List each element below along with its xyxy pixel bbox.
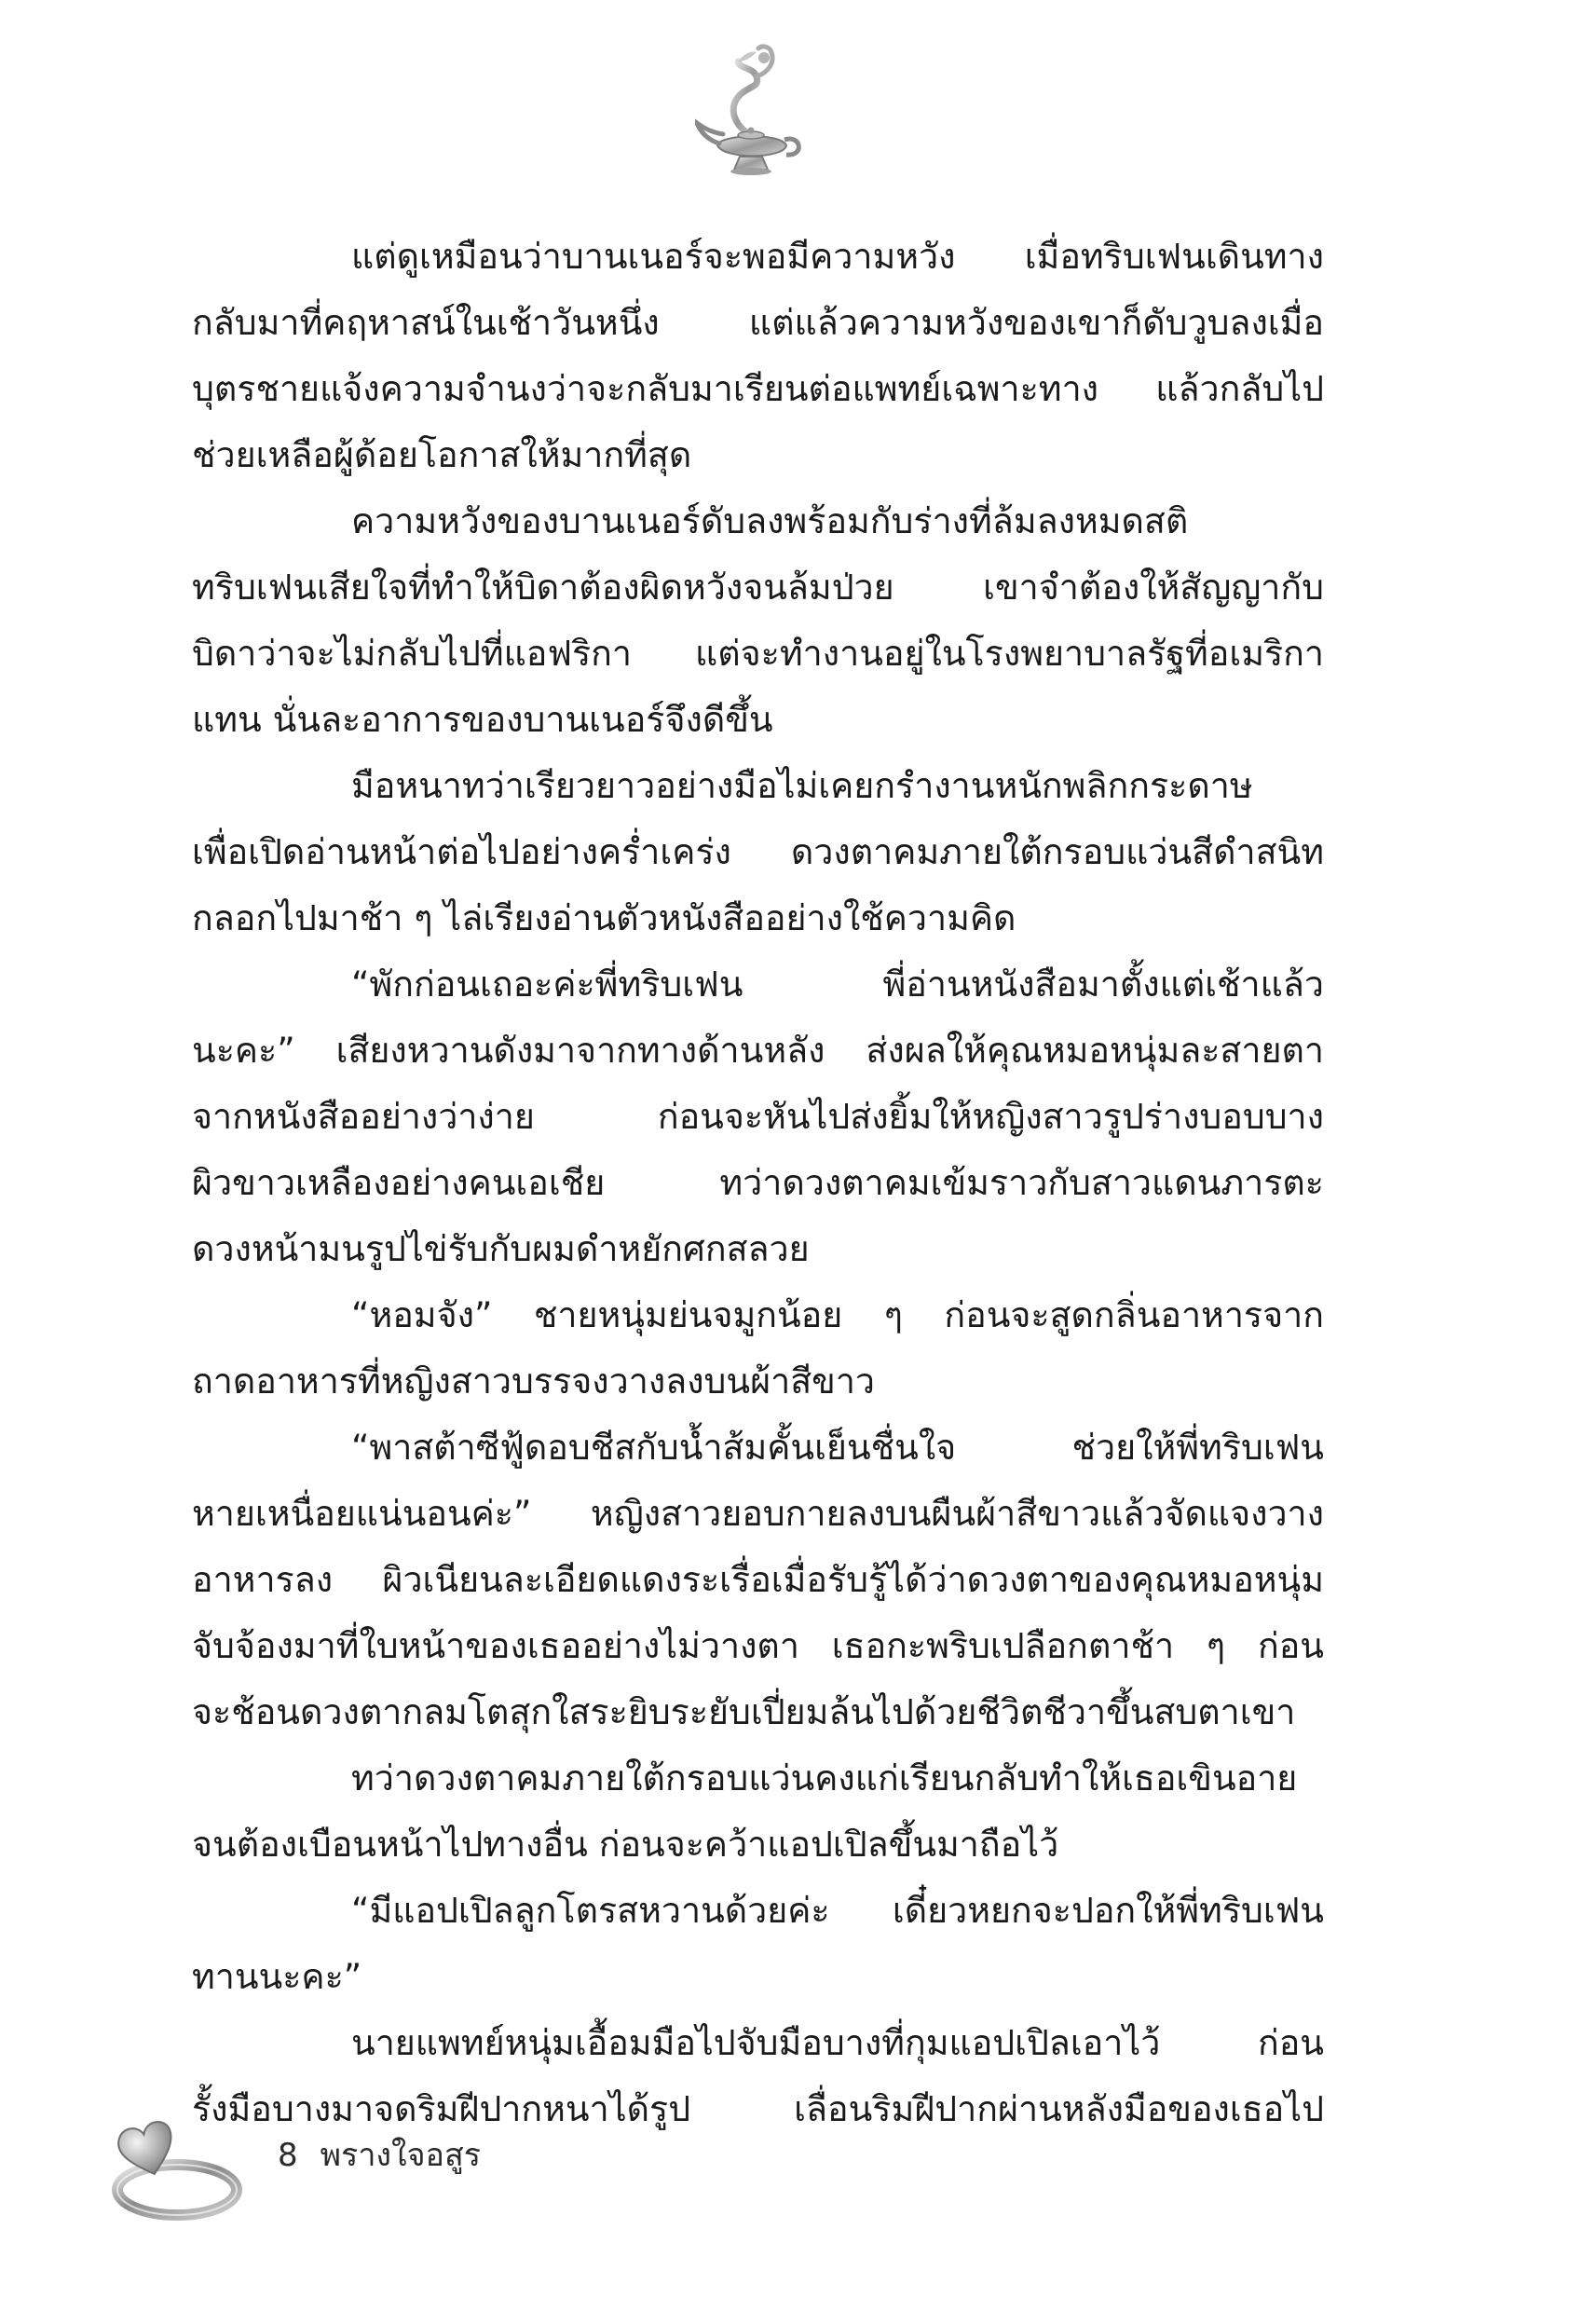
- text-line: [192, 1812, 1324, 1878]
- paragraph: [192, 753, 1324, 951]
- text-line: [192, 2010, 1324, 2076]
- text-line: [192, 1282, 1324, 1348]
- text-line: [192, 621, 1324, 687]
- text-line: [192, 224, 1324, 290]
- text-line: [192, 1679, 1324, 1745]
- page-number: 8: [278, 2137, 298, 2174]
- text-line: [192, 1084, 1324, 1150]
- line-text: มือหนาทว่าเรียวยาวอย่างมือไม่เคยกรำงานหนักพลิกกระดาษ: [351, 765, 1253, 806]
- line-text: “มีแอปเปิลลูกโตรสหวานด้วยค่ะ เดี๋ยวหยกจะปอกให้พี่ทริบเฟน: [351, 1890, 1324, 1931]
- line-text: กลับมาที่คฤหาสน์ในเช้าวันหนึ่ง แต่แล้วความหวังของเขาก็ดับวูบลงเมื่อ: [192, 302, 1324, 343]
- line-text: จับจ้องมาที่ใบหน้าของเธออย่างไม่วางตา เธอกะพริบเปลือกตาช้า ๆ ก่อน: [192, 1625, 1324, 1666]
- line-text: ความหวังของบานเนอร์ดับลงพร้อมกับร่างที่ล้มลงหมดสติ: [351, 500, 1189, 541]
- genie-lamp-icon: [695, 41, 807, 185]
- text-line: [192, 819, 1324, 885]
- paragraph: [192, 1745, 1324, 1878]
- body-text: [192, 224, 1324, 2142]
- text-line: [192, 1944, 1324, 2010]
- paragraph: [192, 1282, 1324, 1415]
- line-text: จะช้อนดวงตากลมโตสุกใสระยิบระยับเปี่ยมล้นไปด้วยชีวิตชีวาขึ้นสบตาเขา: [192, 1691, 1296, 1732]
- text-line: [192, 1415, 1324, 1481]
- line-text: บุตรชายแจ้งความจำนงว่าจะกลับมาเรียนต่อแพทย์เฉพาะทาง แล้วกลับไป: [192, 368, 1324, 409]
- text-line: [192, 422, 1324, 488]
- text-line: [192, 1348, 1324, 1415]
- line-text: บิดาว่าจะไม่กลับไปที่แอฟริกา แต่จะทำงานอยู่ในโรงพยาบาลรัฐที่อเมริกา: [192, 633, 1324, 674]
- line-text: กลอกไปมาช้า ๆ ไล่เรียงอ่านตัวหนังสืออย่างใช้ความคิด: [192, 897, 1016, 938]
- text-line: [192, 1878, 1324, 1944]
- text-line: [192, 2076, 1324, 2142]
- text-line: [192, 356, 1324, 422]
- paragraph: [192, 951, 1324, 1282]
- line-text: “พาสต้าซีฟู้ดอบชีสกับน้ำส้มคั้นเย็นชื่นใจ ช่วยให้พี่ทริบเฟน: [351, 1427, 1324, 1468]
- text-line: [192, 1613, 1324, 1679]
- text-line: [192, 753, 1324, 819]
- text-line: [192, 1481, 1324, 1547]
- text-line: [192, 885, 1324, 951]
- line-text: “หอมจัง” ชายหนุ่มย่นจมูกน้อย ๆ ก่อนจะสูดกลิ่นอาหารจาก: [351, 1294, 1324, 1335]
- book-title: พรางใจอสูร: [320, 2137, 481, 2174]
- text-line: [192, 951, 1324, 1018]
- text-line: [192, 1018, 1324, 1084]
- text-line: [192, 1150, 1324, 1216]
- text-line: [192, 687, 1324, 753]
- line-text: จากหนังสืออย่างว่าง่าย ก่อนจะหันไปส่งยิ้มให้หญิงสาวรูปร่างบอบบาง: [192, 1096, 1324, 1137]
- line-text: จนต้องเบือนหน้าไปทางอื่น ก่อนจะคว้าแอปเปิลขึ้นมาถือไว้: [192, 1824, 1059, 1865]
- line-text: หายเหนื่อยแน่นอนค่ะ” หญิงสาวยอบกายลงบนผืนผ้าสีขาวแล้วจัดแจงวาง: [192, 1493, 1324, 1534]
- line-text: ทานนะคะ”: [192, 1956, 362, 1997]
- line-text: ทว่าดวงตาคมภายใต้กรอบแว่นคงแก่เรียนกลับทำให้เธอเขินอาย: [351, 1757, 1298, 1798]
- paragraph: [192, 224, 1324, 488]
- text-line: [192, 1547, 1324, 1613]
- text-line: [192, 1216, 1324, 1282]
- line-text: ทริบเฟนเสียใจที่ทำให้บิดาต้องผิดหวังจนล้มป่วย เขาจำต้องให้สัญญากับ: [192, 567, 1324, 608]
- line-text: รั้งมือบางมาจดริมฝีปากหนาได้รูป เลื่อนริมฝีปากผ่านหลังมือของเธอไป: [192, 2088, 1324, 2129]
- line-text: อาหารลง ผิวเนียนละเอียดแดงระเรื่อเมื่อรับรู้ได้ว่าดวงตาของคุณหมอหนุ่ม: [192, 1559, 1324, 1600]
- line-text: “พักก่อนเถอะค่ะพี่ทริบเฟน พี่อ่านหนังสือมาตั้งแต่เช้าแล้ว: [351, 964, 1324, 1005]
- line-text: เพื่อเปิดอ่านหน้าต่อไปอย่างคร่ำเคร่ง ดวงตาคมภายใต้กรอบแว่นสีดำสนิท: [192, 831, 1324, 872]
- paragraph: [192, 2010, 1324, 2142]
- line-text: นายแพทย์หนุ่มเอื้อมมือไปจับมือบางที่กุมแอปเปิลเอาไว้ ก่อน: [351, 2022, 1324, 2063]
- text-line: [192, 488, 1324, 554]
- line-text: ดวงหน้ามนรูปไข่รับกับผมดำหยักศกสลวย: [192, 1228, 810, 1269]
- paragraph: [192, 1878, 1324, 2010]
- text-line: [192, 290, 1324, 356]
- line-text: ช่วยเหลือผู้ด้อยโอกาสให้มากที่สุด: [192, 434, 692, 475]
- page-footer: [278, 2134, 481, 2177]
- line-text: ผิวขาวเหลืองอย่างคนเอเชีย ทว่าดวงตาคมเข้มราวกับสาวแดนภารตะ: [192, 1162, 1324, 1203]
- line-text: นะคะ” เสียงหวานดังมาจากทางด้านหลัง ส่งผลให้คุณหมอหนุ่มละสายตา: [192, 1030, 1324, 1071]
- text-line: [192, 554, 1324, 621]
- paragraph: [192, 1415, 1324, 1745]
- heart-ring-icon: [101, 2100, 242, 2223]
- paragraph: [192, 488, 1324, 753]
- line-text: แต่ดูเหมือนว่าบานเนอร์จะพอมีความหวัง เมื่อทริบเฟนเดินทาง: [351, 236, 1324, 277]
- line-text: แทน นั่นละอาการของบานเนอร์จึงดีขึ้น: [192, 699, 773, 740]
- text-line: [192, 1745, 1324, 1812]
- line-text: ถาดอาหารที่หญิงสาวบรรจงวางลงบนผ้าสีขาว: [192, 1361, 876, 1402]
